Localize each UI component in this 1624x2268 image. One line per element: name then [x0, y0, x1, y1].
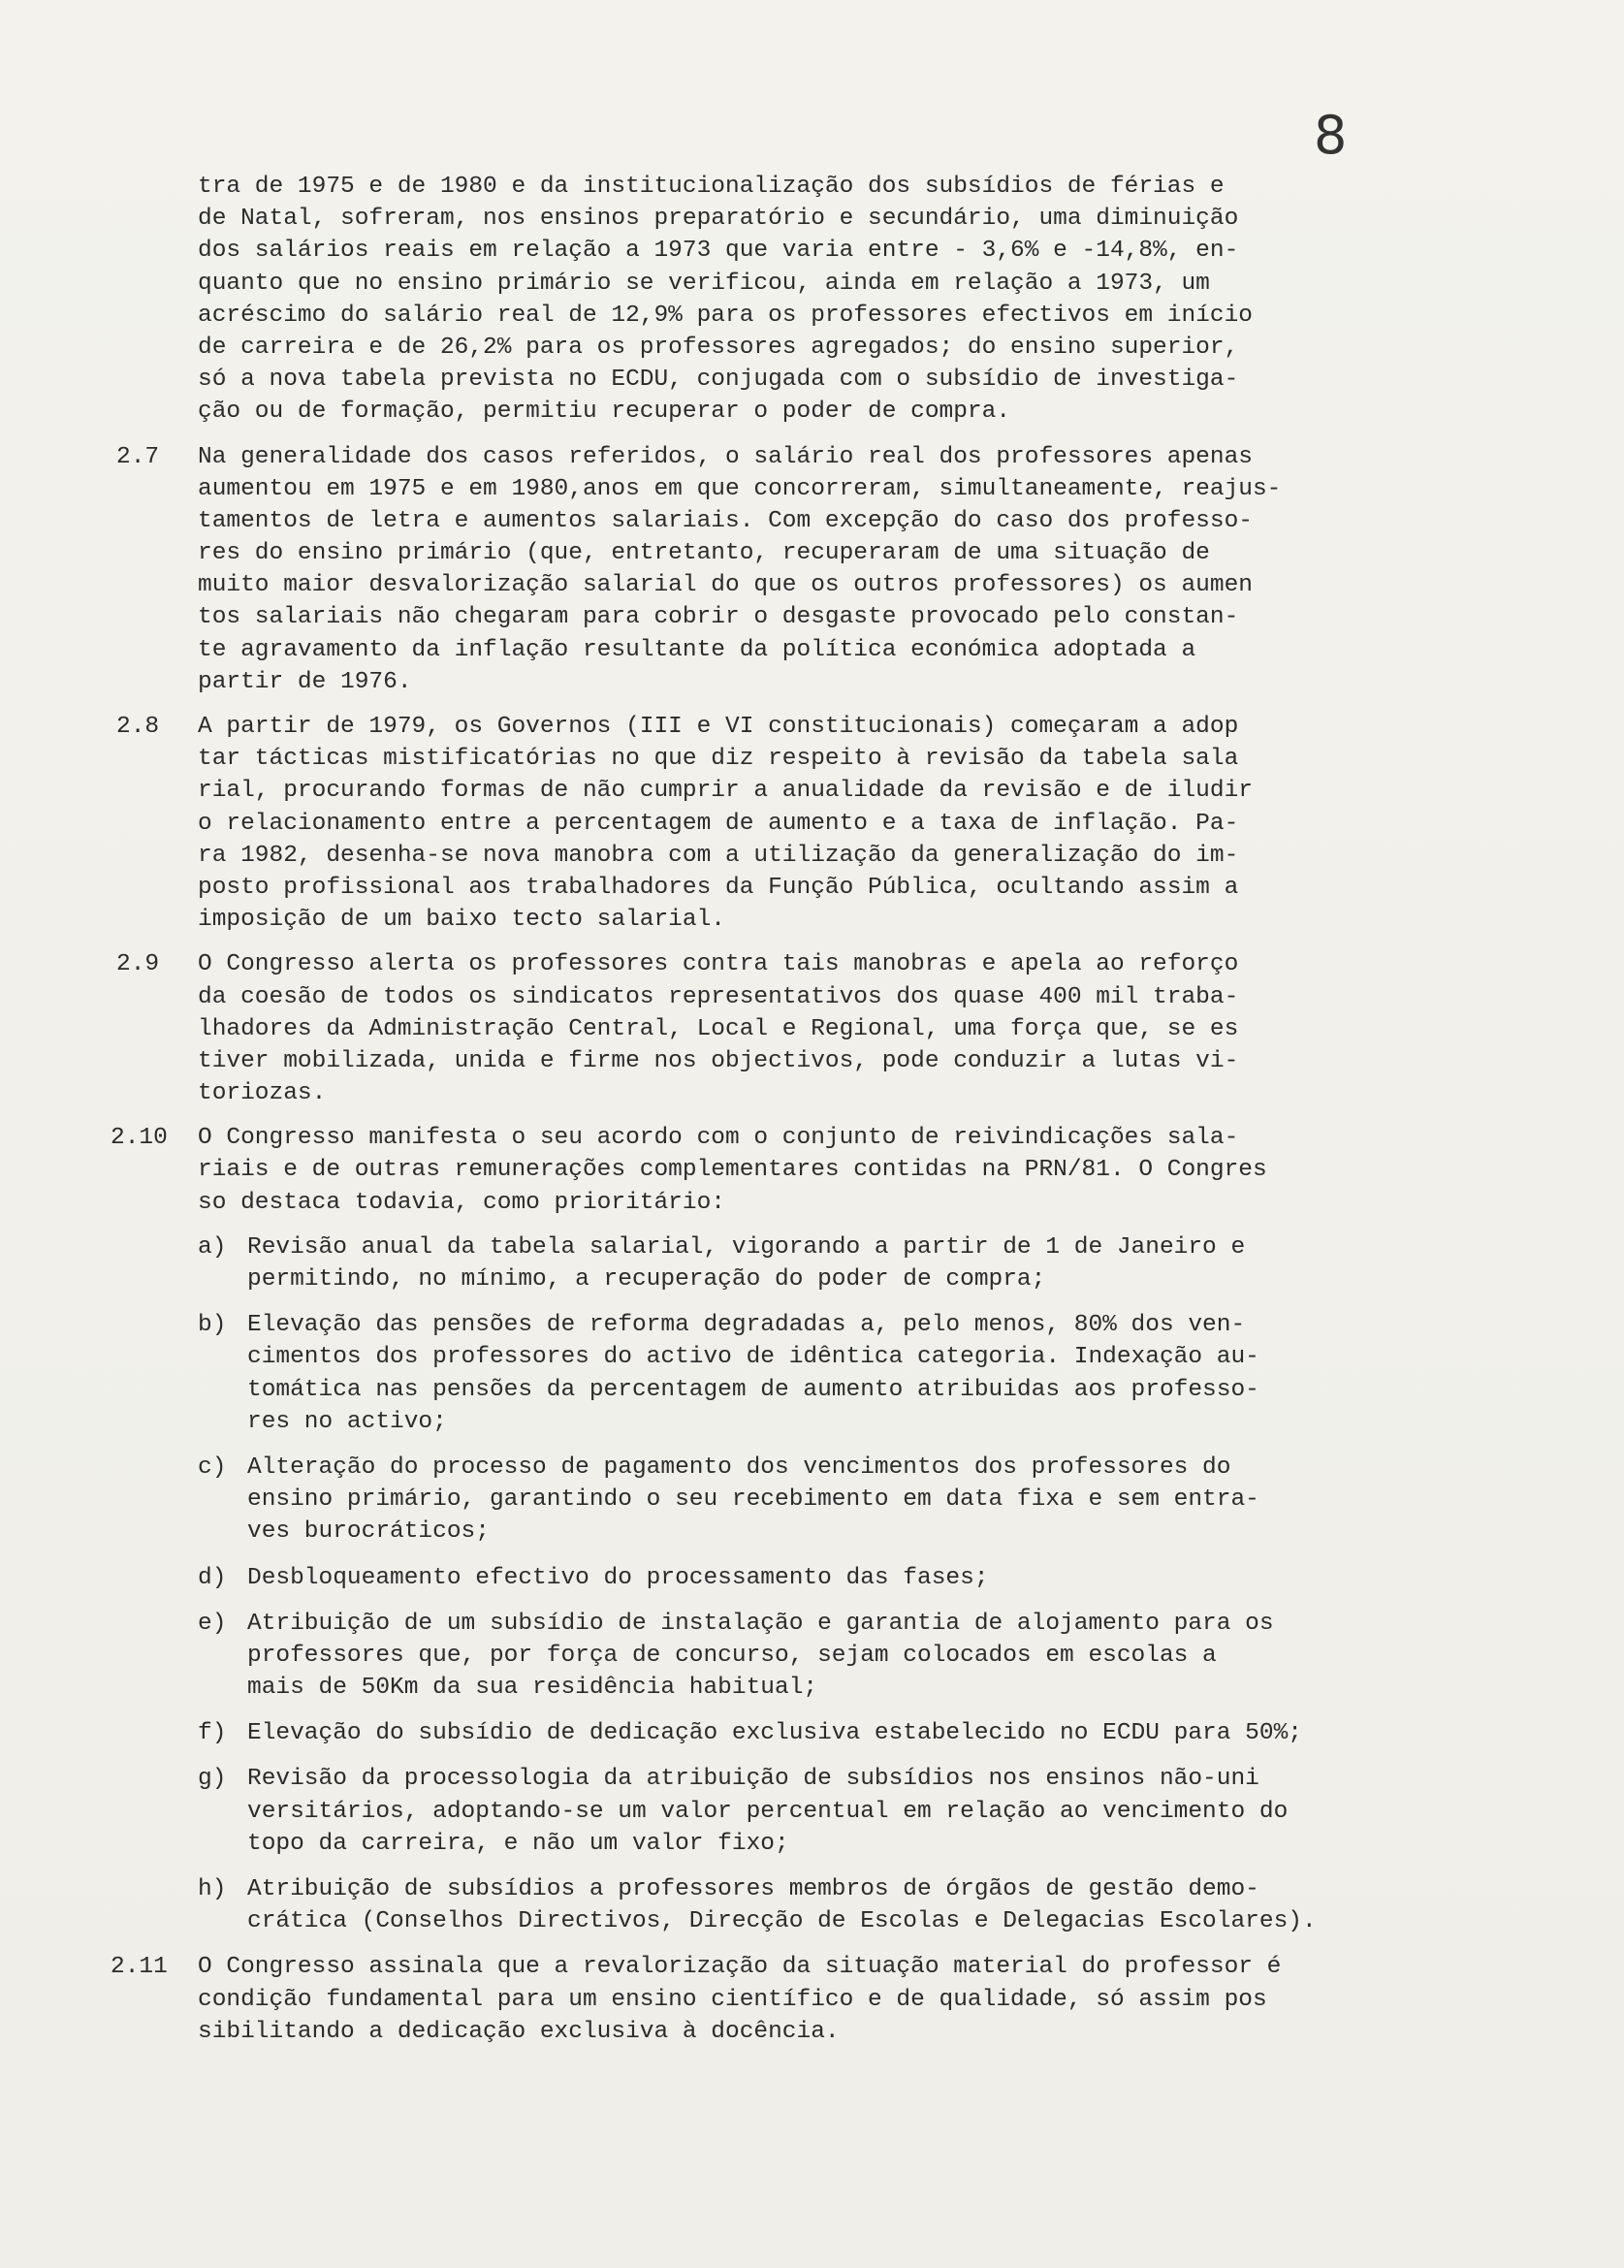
list-item-f	[116, 1717, 1493, 1749]
document-body	[111, 171, 1493, 2060]
paragraph-2-11	[111, 1951, 1493, 2048]
text-line: topo da carreira, e não um valor fixo;	[247, 1830, 789, 1857]
list-item-b	[116, 1309, 1493, 1438]
intro-paragraph	[116, 171, 1493, 429]
text-line: O Congresso manifesta o seu acordo com o conjunto de reivindicações sala-	[198, 1125, 1239, 1152]
text-line: sibilitando a dedicação exclusiva à docência.	[198, 2018, 840, 2045]
text-line: ção ou de formação, permitiu recuperar o poder de compra.	[198, 399, 1011, 426]
item-label: e)	[198, 1610, 227, 1637]
text-line: só a nova tabela prevista no ECDU, conjugada com o subsídio de investiga-	[198, 367, 1239, 394]
text-line: res do ensino primário (que, entretanto, recuperaram de uma situação de	[198, 540, 1210, 567]
text-line: Elevação do subsídio de dedicação exclusiva estabelecido no ECDU para 50%;	[247, 1720, 1302, 1747]
text-line: o relacionamento entre a percentagem de aumento e a taxa de inflação. Pa-	[198, 810, 1239, 837]
text-line: res no activo;	[247, 1408, 447, 1435]
text-line: so destaca todavia, como prioritário:	[198, 1189, 725, 1216]
text-line: partir de 1976.	[198, 668, 412, 695]
paragraph-number: 2.8	[116, 714, 160, 740]
text-line: dos salários reais em relação a 1973 que varia entre - 3,6% e -14,8%, en-	[198, 238, 1239, 265]
text-line: riais e de outras remunerações complementares contidas na PRN/81. O Congres	[198, 1157, 1267, 1184]
paragraph-number: 2.11	[111, 1954, 168, 1981]
paragraph-number: 2.10	[111, 1125, 168, 1152]
text-line: tomática nas pensões da percentagem de aumento atribuidas aos professo-	[247, 1376, 1259, 1403]
text-line: O Congresso assinala que a revalorização da situação material do professor é	[198, 1954, 1282, 1981]
text-line: Revisão anual da tabela salarial, vigorando a partir de 1 de Janeiro e	[247, 1233, 1246, 1261]
text-line: Atribuição de subsídios a professores membros de órgãos de gestão demo-	[247, 1876, 1259, 1902]
text-line: Desbloqueamento efectivo do processamento das fases;	[247, 1564, 989, 1591]
text-line: muito maior desvalorização salarial do que os outros professores) os aumen	[198, 572, 1253, 599]
text-line: Elevação das pensões de reforma degradadas a, pelo menos, 80% dos ven-	[247, 1312, 1246, 1339]
list-item-a	[116, 1231, 1493, 1295]
text-line: ves burocráticos;	[247, 1518, 490, 1546]
text-line: de carreira e de 26,2% para os professores agregados; do ensino superior,	[198, 334, 1239, 361]
text-line: ra 1982, desenha-se nova manobra com a utilização da generalização do im-	[198, 842, 1239, 869]
text-line: toriozas.	[198, 1080, 327, 1107]
text-line: Atribuição de um subsídio de instalação e garantia de alojamento para os	[247, 1610, 1274, 1637]
list-item-g	[116, 1763, 1493, 1860]
paragraph-2-7	[116, 441, 1493, 699]
list-item-e	[116, 1608, 1493, 1705]
text-line: cimentos dos professores do activo de idêntica categoria. Indexação au-	[247, 1344, 1259, 1371]
text-line: crática (Conselhos Directivos, Direcção de Escolas e Delegacias Escolares).	[247, 1908, 1317, 1935]
item-label: a)	[198, 1233, 227, 1261]
item-label: d)	[198, 1564, 227, 1591]
text-line: A partir de 1979, os Governos (III e VI constitucionais) começaram a adop	[198, 714, 1239, 740]
text-line: posto profissional aos trabalhadores da Função Pública, ocultando assim a	[198, 874, 1239, 901]
list-item-d	[116, 1562, 1493, 1594]
text-line: O Congresso alerta os professores contra tais manobras e apela ao reforço	[198, 951, 1239, 978]
text-line: Revisão da processologia da atribuição de subsídios nos ensinos não-uni	[247, 1766, 1259, 1793]
text-line: professores que, por força de concurso, sejam colocados em escolas a	[247, 1642, 1217, 1669]
item-label: g)	[198, 1766, 227, 1793]
paragraph-number: 2.7	[116, 443, 160, 470]
text-line: acréscimo do salário real de 12,9% para os professores efectivos em início	[198, 302, 1253, 329]
list-item-h	[116, 1873, 1493, 1937]
text-line: Alteração do processo de pagamento dos vencimentos dos professores do	[247, 1453, 1231, 1481]
text-line: tamentos de letra e aumentos salariais. Com excepção do caso dos professo-	[198, 507, 1253, 534]
text-line: lhadores da Administração Central, Local e Regional, uma força que, se es	[198, 1015, 1239, 1042]
text-line: ensino primário, garantindo o seu recebimento em data fixa e sem entra-	[247, 1486, 1259, 1514]
text-line: de Natal, sofreram, nos ensinos preparatório e secundário, uma diminuição	[198, 206, 1239, 233]
text-line: tar tácticas mistificatórias no que diz respeito à revisão da tabela sala	[198, 746, 1239, 773]
item-label: h)	[198, 1876, 227, 1902]
text-line: tiver mobilizada, unida e firme nos objectivos, pode conduzir a lutas vi-	[198, 1047, 1239, 1074]
paragraph-2-8	[116, 711, 1493, 936]
item-label: f)	[198, 1720, 227, 1747]
text-line: imposição de um baixo tecto salarial.	[198, 907, 725, 934]
text-line: tos salariais não chegaram para cobrir o desgaste provocado pelo constan-	[198, 604, 1239, 631]
text-line: versitários, adoptando-se um valor percentual em relação ao vencimento do	[247, 1798, 1289, 1825]
page-number: 8	[1314, 105, 1348, 166]
text-line: Na generalidade dos casos referidos, o salário real dos professores apenas	[198, 443, 1253, 470]
paragraph-number: 2.9	[116, 951, 160, 978]
paragraph-2-9	[116, 948, 1493, 1109]
text-line: tra de 1975 e de 1980 e da institucionalização dos subsídios de férias e	[198, 174, 1225, 200]
text-line: aumentou em 1975 e em 1980,anos em que concorreram, simultaneamente, reajus-	[198, 475, 1282, 502]
text-line: te agravamento da inflação resultante da política económica adoptada a	[198, 636, 1196, 663]
text-line: quanto que no ensino primário se verificou, ainda em relação a 1973, um	[198, 270, 1210, 297]
item-label: c)	[198, 1453, 227, 1481]
paragraph-2-10	[111, 1122, 1493, 1219]
text-line: rial, procurando formas de não cumprir a anualidade da revisão e de iludir	[198, 778, 1253, 805]
text-line: permitindo, no mínimo, a recuperação do poder de compra;	[247, 1266, 1046, 1293]
text-line: da coesão de todos os sindicatos representativos dos quase 400 mil traba-	[198, 983, 1239, 1010]
list-item-c	[116, 1452, 1493, 1549]
text-line: mais de 50Km da sua residência habitual;	[247, 1675, 818, 1702]
item-label: b)	[198, 1312, 227, 1339]
text-line: condição fundamental para um ensino científico e de qualidade, só assim pos	[198, 1986, 1267, 2013]
